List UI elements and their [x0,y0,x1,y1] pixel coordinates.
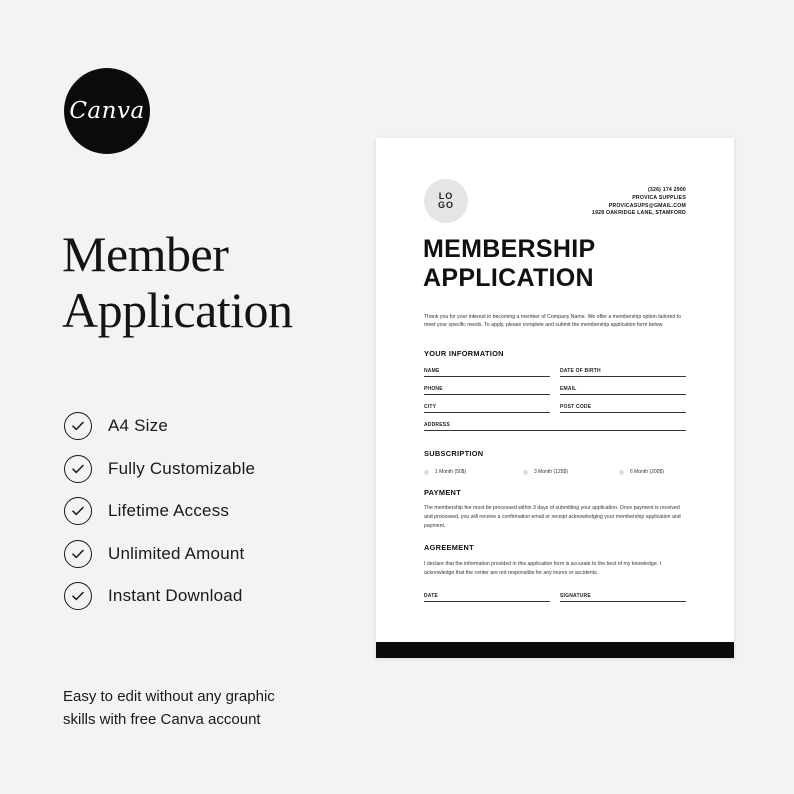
canva-logo [64,68,150,154]
promo-note-line-2: skills with free Canva account [63,711,261,728]
feature-item [64,455,255,483]
address-field: ADDRESS [424,422,686,431]
subscription-option [619,469,664,475]
agreement-heading: AGREEMENT [424,543,474,552]
check-circle-icon [64,497,92,525]
subscription-heading: SUBSCRIPTION [424,449,484,458]
radio-icon [523,470,528,475]
check-circle-icon [64,412,92,440]
feature-item [64,582,255,610]
document-footer-bar [376,642,734,658]
logo-text-top: LO [438,191,454,201]
document-title-line-1: MEMBERSHIP [423,235,596,263]
city-field: CITY [424,404,550,413]
phone-field: PHONE [424,386,550,395]
payment-text: The membership fee must be processed within 3 days of submitting your application. Once payment is received and processed, you will receive a confirmation email or receipt acknowledging your membership application and payment. [424,505,681,529]
payment-heading: PAYMENT [424,488,462,497]
name-field: NAME [424,368,550,377]
feature-label: Lifetime Access [108,501,230,520]
subscription-option-label: 1 Month (50$) [435,469,467,475]
contact-company: PROVICA SUPPLIES [632,194,686,201]
subscription-option-label: 6 Month (200$) [630,469,664,475]
post-code-field: POST CODE [560,404,686,413]
contact-block [592,187,686,218]
feature-label: A4 Size [108,416,168,435]
logo-text-bottom: GO [437,200,454,210]
check-circle-icon [64,582,92,610]
promo-note [63,685,343,731]
feature-label: Unlimited Amount [108,543,245,563]
contact-email: PROVICASUPS@GMAIL.COM [608,202,686,209]
feature-item [64,497,255,525]
document-title [423,235,595,293]
subscription-option [523,469,568,475]
feature-label: Fully Customizable [108,458,256,478]
dob-field: DATE OF BIRTH [560,368,686,377]
radio-icon [424,470,429,475]
feature-item [64,412,255,440]
promo-note-line-1: Easy to edit without any graphic [63,688,275,705]
contact-address: 1928 OAKRIDGE LANE, STAMFORD [592,210,686,217]
check-circle-icon [64,540,92,568]
canva-logo-text: Canva [69,98,145,124]
feature-item [64,540,255,568]
promo-title-line-2: Application [62,282,293,338]
feature-list [64,412,255,625]
promo-title-line-1: Member [62,226,229,282]
radio-icon [619,470,624,475]
date-field: DATE [424,593,550,602]
email-field: EMAIL [560,386,686,395]
your-information-heading: YOUR INFORMATION [424,349,504,358]
subscription-option-label: 3 Month (125$) [534,469,568,475]
document-preview [376,138,734,658]
subscription-option [424,469,466,475]
feature-label: Instant Download [108,586,243,605]
logo-placeholder [424,179,468,223]
contact-phone: (326) 174 2900 [648,187,686,193]
document-title-line-2: APPLICATION [423,264,594,292]
intro-text: Thank you for your interest in becoming a member of Company Name. We offer a membership option tailored to meet your specific needs. To apply, please complete and submit the membership application form below. [424,314,682,329]
signature-field: SIGNATURE [560,593,686,602]
agreement-text: I declare that the information provided in this application form is accurate to the best of my knowledge. I acknowledge that the center are not responsible for any inures or accidents. [424,561,662,576]
promo-title [62,226,293,338]
check-circle-icon [64,455,92,483]
